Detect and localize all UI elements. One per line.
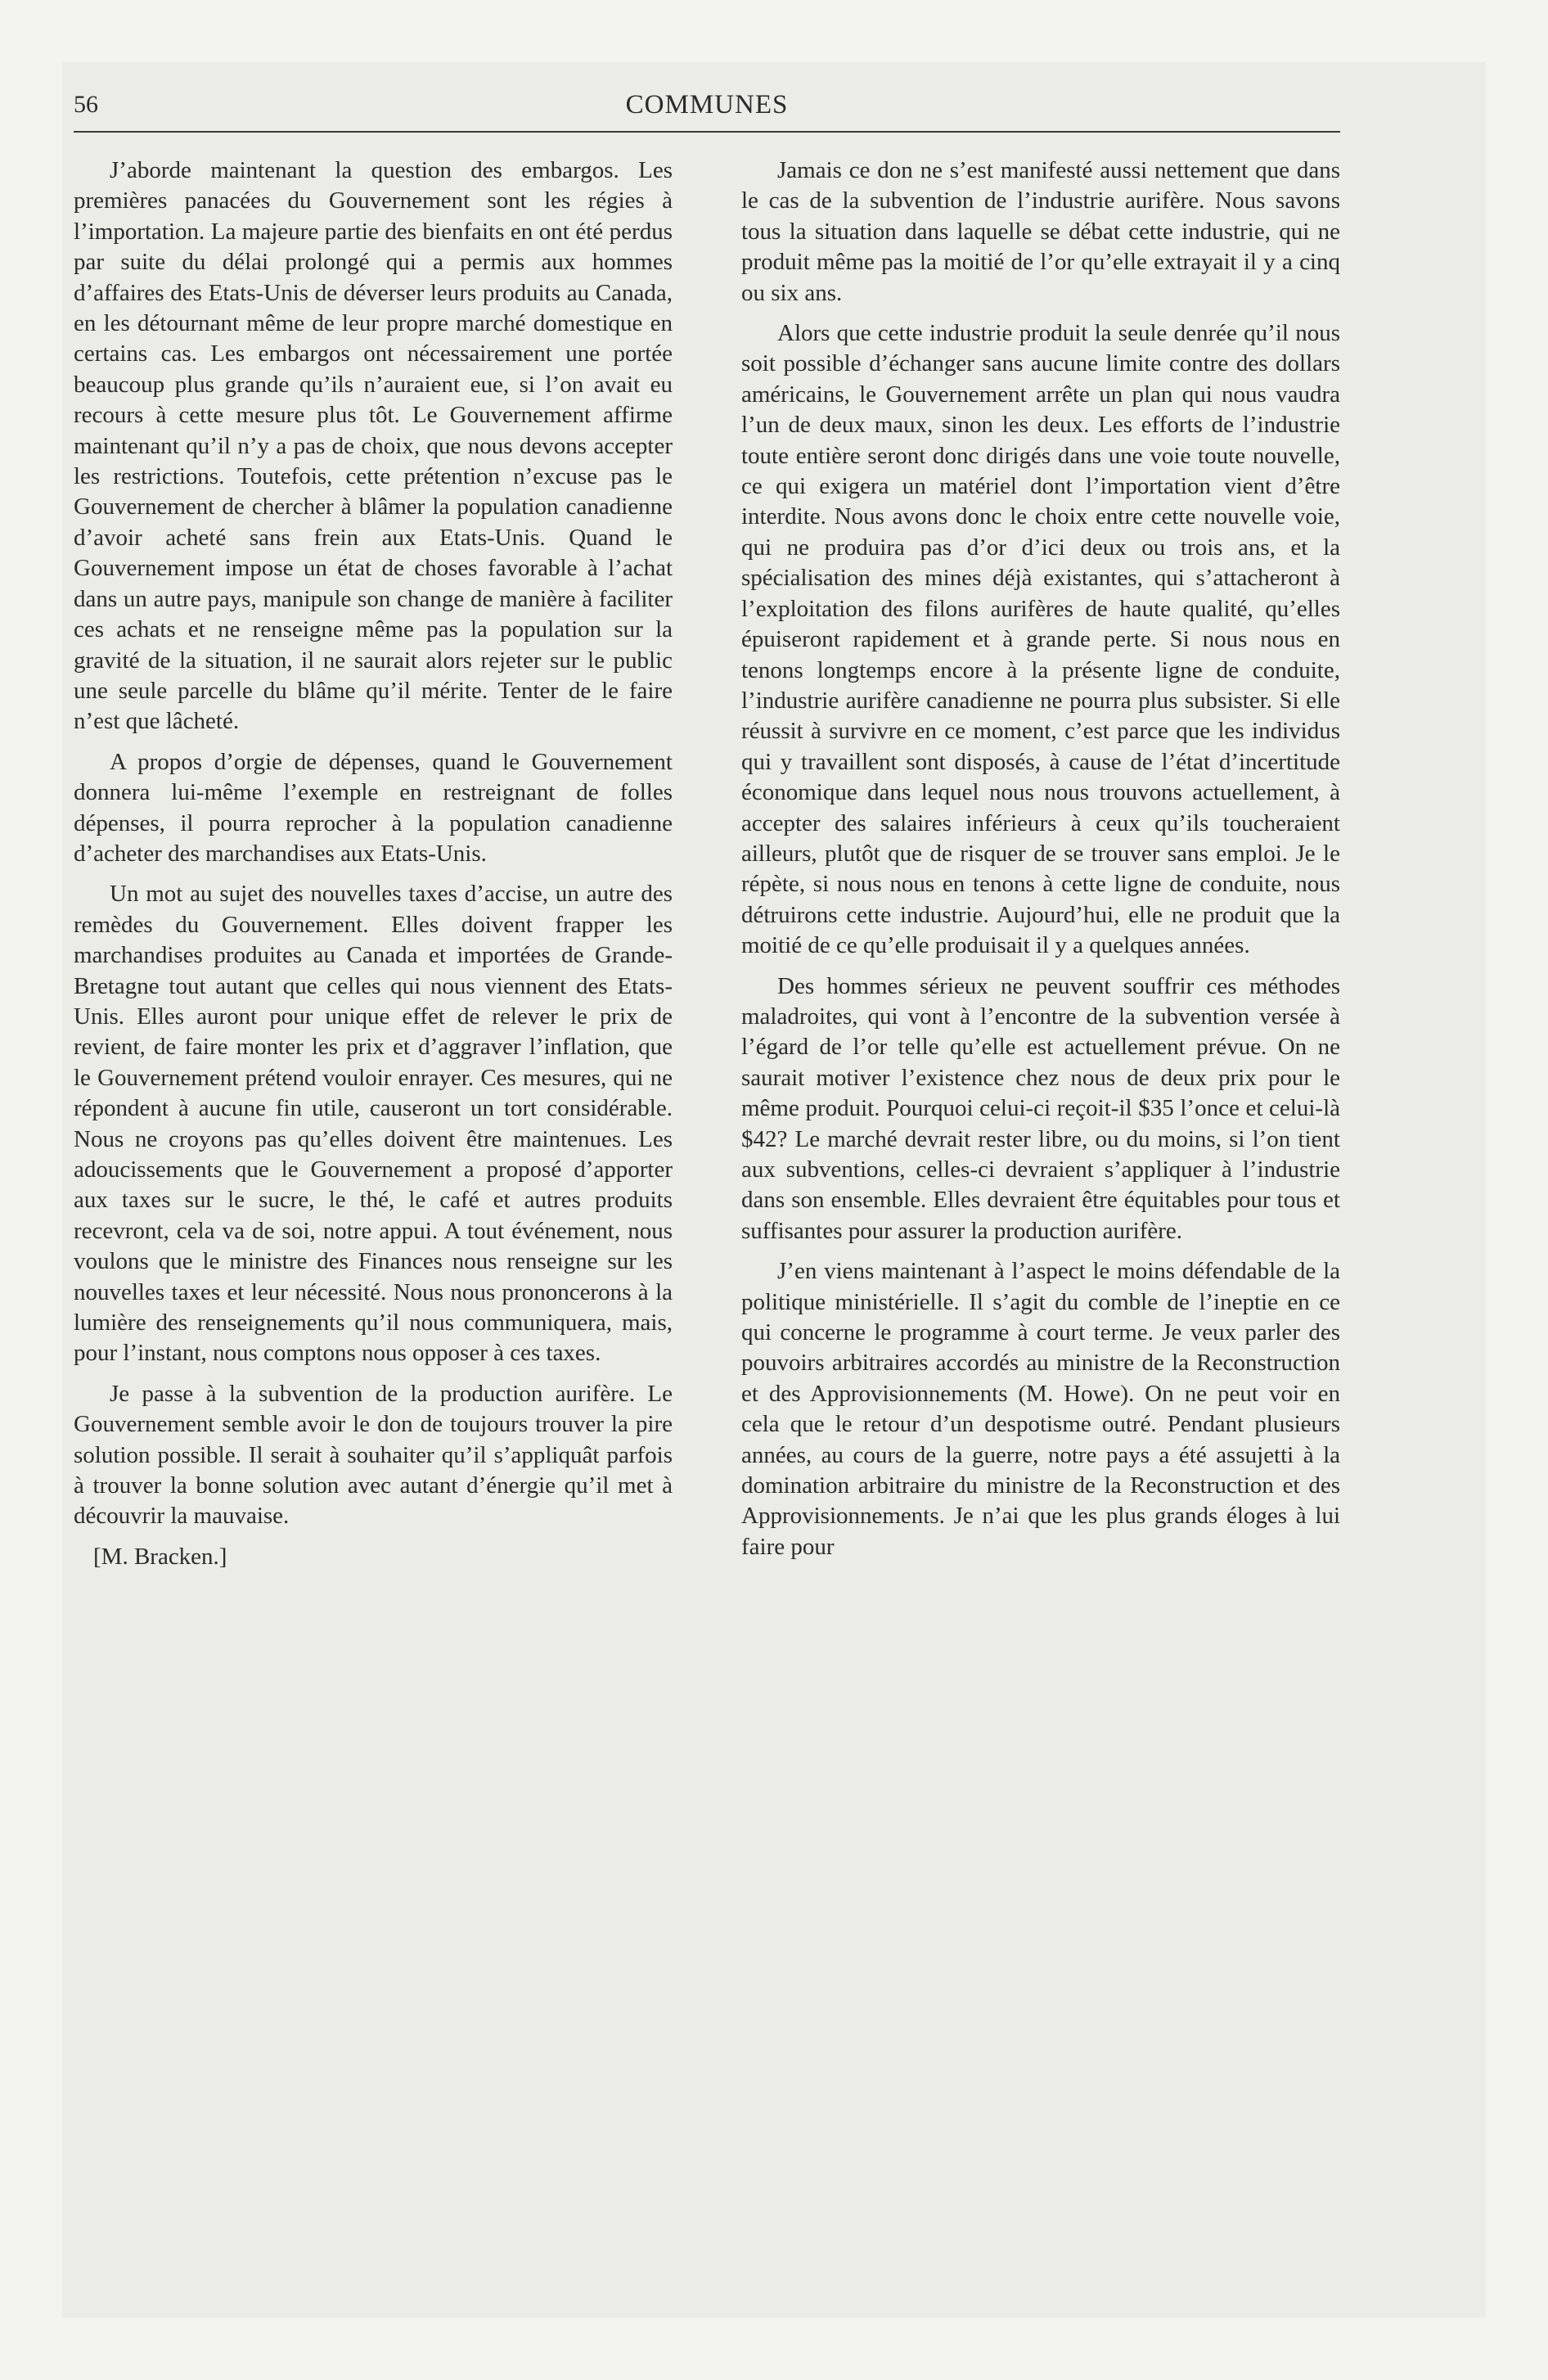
speaker-attribution: [M. Bracken.] [93,1543,227,1570]
paragraph: A propos d’orgie de dépenses, quand le Gouvernement donnera lui-même l’exemple en restreignant de folles dépenses, il pourra reprocher à la population canadienne d’acheter des marchandises aux Etats-Unis. [74,748,673,867]
paragraph: Des hommes sérieux ne peuvent souffrir ces méthodes maladroites, qui vont à l’encontre de la subvention versée à l’égard de l’or telle qu’elle est actuellement prévue. On ne saurait motiver l’existence chez nous de deux prix pour le même produit. Pourquoi celui-ci reçoit-il $35 l’once et celui-là $42? Le marché devrait rester libre, ou du moins, si l’on tient aux subventions, celles-ci devraient s’appliquer à l’industrie dans son ensemble. Elles devraient être équitables pour tous et suffisantes pour assurer la production aurifère. [741,972,1340,1244]
paragraph: Alors que cette industrie produit la seule denrée qu’il nous soit possible d’échanger sans aucune limite contre des dollars américains, le Gouvernement arrête un plan qui nous vaudra l’un de deux maux, sinon les deux. Les efforts de l’industrie toute entière seront donc dirigés dans une voie toute nouvelle, ce qui exigera un matériel dont l’importation vient d’être interdite. Nous avons donc le choix entre cette nouvelle voie, qui ne produira pas d’or d’ici deux ou trois ans, et la spécialisation des mines déjà existantes, qui s’attacheront à l’exploitation des filons aurifères de haute qualité, qu’elles épuiseront rapidement et à grande perte. Si nous nous en tenons longtemps encore à la présente ligne de conduite, l’industrie aurifère canadienne ne pourra plus subsister. Si elle réussit à survivre en ce moment, c’est parce que les individus qui y travaillent sont disposés, à cause de l’état d’incertitude économique dans lequel nous nous trouvons actuellement, à accepter des salaires inférieurs à ceux qu’ils toucheraient ailleurs, plutôt que de risquer de se trouver sans emploi. Je le répète, si nous nous en tenons à cette ligne de conduite, nous détruirons cette industrie. Aujourd’hui, elle ne produit que la moitié de ce qu’elle produisait il y a quelques années. [741,320,1340,959]
paragraph: Je passe à la subvention de la production aurifère. Le Gouvernement semble avoir le don de toujours trouver la pire solution possible. Il serait à souhaiter qu’il s’appliquât parfois à trouver la bonne solution avec autant d’énergie qu’il met à découvrir la mauvaise. [74,1380,673,1530]
paragraph: Jamais ce don ne s’est manifesté aussi nettement que dans le cas de la subvention de l’industrie aurifère. Nous savons tous la situation dans laquelle se débat cette industrie, qui ne produit même pas la moitié de l’or qu’elle extrayait il y a cinq ou six ans. [741,157,1340,306]
header-rule [74,131,1340,133]
running-title: COMMUNES [625,90,789,119]
paragraph: J’aborde maintenant la question des embargos. Les premières panacées du Gouvernement sont les régies à l’importation. La majeure partie des bienfaits en ont été perdus par suite du délai prolongé qui a permis aux hommes d’affaires des Etats-Unis de déverser leurs produits au Canada, en les détournant même de leur propre marché domestique en certains cas. Les embargos ont nécessairement une portée beaucoup plus grande qu’ils n’auraient eue, si l’on avait eu recours à cette mesure plus tôt. Le Gouvernement affirme maintenant qu’il n’y a pas de choix, que nous devons accepter les restrictions. Toutefois, cette prétention n’excuse pas le Gouvernement de chercher à blâmer la population canadienne d’avoir acheté sans frein aux Etats-Unis. Quand le Gouvernement impose un état de choses favorable à l’achat dans un autre pays, manipule son change de manière à faciliter ces achats et ne renseigne même pas la population sur la gravité de la situation, il ne saurait alors rejeter sur le public une seule parcelle du blâme qu’il mérite. Tenter de le faire n’est que lâcheté. [74,157,673,735]
page-number: 56 [74,91,98,118]
paragraph: Un mot au sujet des nouvelles taxes d’accise, un autre des remèdes du Gouvernement. Elles doivent frapper les marchandises produites au Canada et importées de Grande-Bretagne tout autant que celles qui nous viennent des Etats-Unis. Elles auront pour unique effet de relever le prix de revient, de faire monter les prix et d’aggraver l’inflation, que le Gouvernement prétend vouloir enrayer. Ces mesures, qui ne répondent à aucune fin utile, causeront un tort considérable. Nous ne croyons pas qu’elles doivent être maintenues. Les adoucissements que le Gouvernement a proposé d’apporter aux taxes sur le sucre, le thé, le café et autres produits recevront, cela va de soi, notre appui. A tout événement, nous voulons que le ministre des Finances nous renseigne sur les nouvelles taxes et leur nécessité. Nous nous prononcerons à la lumière des renseignements qu’il nous communiquera, mais, pour l’instant, nous comptons nous opposer à ces taxes. [74,881,673,1367]
page-header [74,80,1340,129]
paragraph: J’en viens maintenant à l’aspect le moins défendable de la politique ministérielle. Il s’agit du comble de l’ineptie en ce qui concerne le programme à court terme. Je veux parler des pouvoirs arbitraires accordés au ministre de la Reconstruction et des Approvisionnements (M. Howe). On ne peut voir en cela que le retour d’un despotisme outré. Pendant plusieurs années, au cours de la guerre, notre pays a été assujetti à la domination arbitraire du ministre de la Reconstruction et des Approvisionnements. Je n’ai que les plus grands éloges à lui faire pour [741,1258,1340,1560]
right-column [741,156,1340,1572]
left-column [74,156,673,1582]
